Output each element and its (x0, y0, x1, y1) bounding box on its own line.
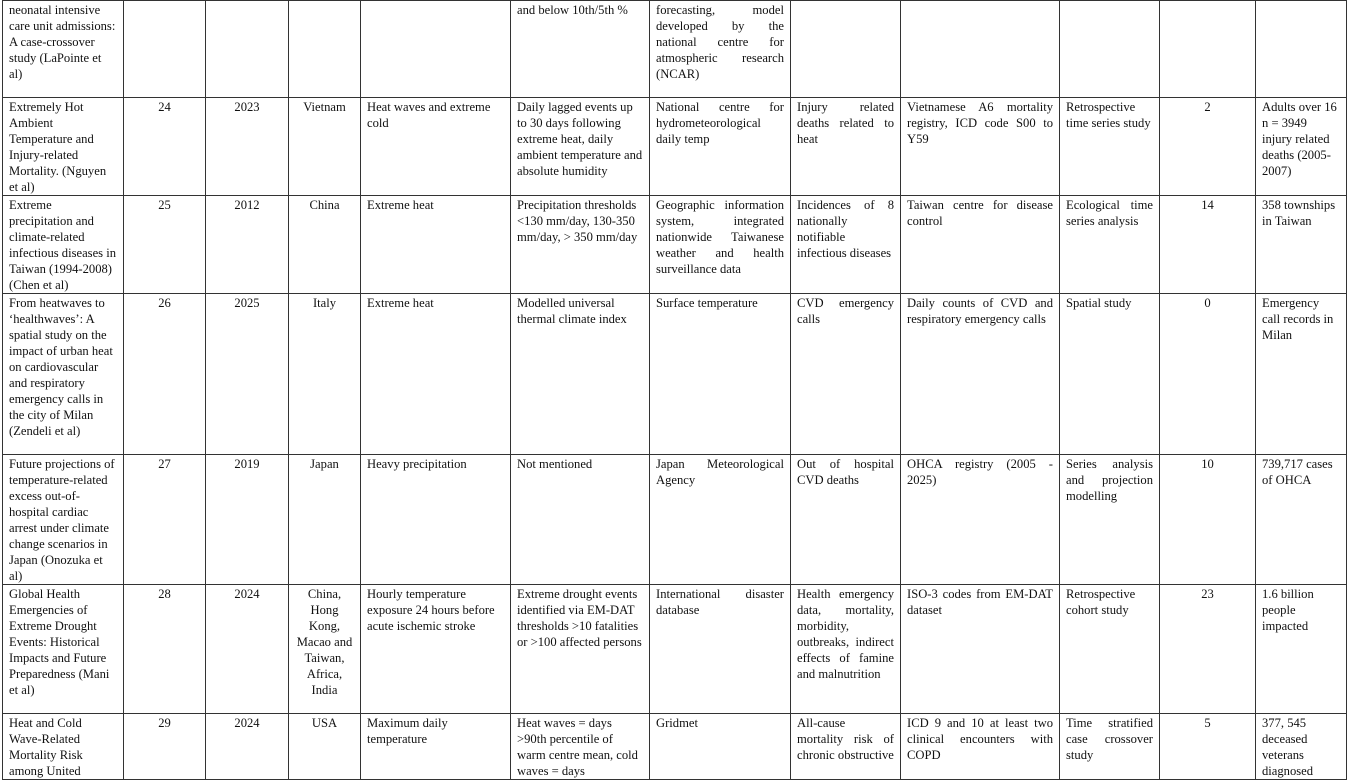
population-cell: 358 townships in Taiwan (1256, 196, 1347, 294)
exposure-cell: Heavy precipitation (361, 455, 511, 585)
country-cell: China (289, 196, 361, 294)
ref-number-cell: 24 (124, 98, 206, 196)
study-design-cell (1060, 1, 1160, 98)
outcome-source-cell: OHCA registry (2005 - 2025) (901, 455, 1060, 585)
covariates-cell: 5 (1160, 714, 1256, 780)
outcome-cell: Incidences of 8 nationally notifiable infectious diseases (791, 196, 901, 294)
covariates-cell (1160, 1, 1256, 98)
data-source-cell: Japan Meteorological Agency (650, 455, 791, 585)
covariates-cell: 23 (1160, 585, 1256, 714)
covariates-cell: 10 (1160, 455, 1256, 585)
study-title-cell: Extremely Hot Ambient Temperature and Injury-related Mortality. (Nguyen et al) (3, 98, 124, 196)
ref-number-cell: 26 (124, 294, 206, 455)
definition-cell: and below 10th/5th % (511, 1, 650, 98)
year-cell: 2023 (206, 98, 289, 196)
data-source-cell: National centre for hydrometeorological daily temp (650, 98, 791, 196)
definition-cell: Extreme drought events identified via EM-DAT thresholds >10 fatalities or >100 affected persons (511, 585, 650, 714)
data-source-cell: forecasting, model developed by the national centre for atmospheric research (NCAR) (650, 1, 791, 98)
outcome-source-cell: Taiwan centre for disease control (901, 196, 1060, 294)
year-cell: 2012 (206, 196, 289, 294)
ref-number-cell: 29 (124, 714, 206, 780)
study-title-cell: neonatal intensive care unit admissions: A case-crossover study (LaPointe et al) (3, 1, 124, 98)
country-cell (289, 1, 361, 98)
population-cell: 1.6 billion people impacted (1256, 585, 1347, 714)
study-title-cell: Global Health Emergencies of Extreme Drought Events: Historical Impacts and Future Preparedness (Mani et al) (3, 585, 124, 714)
country-cell: China, Hong Kong, Macao and Taiwan, Africa, India (289, 585, 361, 714)
covariates-cell: 14 (1160, 196, 1256, 294)
outcome-cell: Out of hospital CVD deaths (791, 455, 901, 585)
covariates-cell: 0 (1160, 294, 1256, 455)
outcome-cell (791, 1, 901, 98)
study-title-cell: Extreme precipitation and climate-related infectious diseases in Taiwan (1994-2008) (Chen et al) (3, 196, 124, 294)
country-cell: Japan (289, 455, 361, 585)
study-design-cell: Time stratified case crossover study (1060, 714, 1160, 780)
year-cell (206, 1, 289, 98)
year-cell: 2019 (206, 455, 289, 585)
ref-number-cell: 28 (124, 585, 206, 714)
ref-number-cell: 25 (124, 196, 206, 294)
year-cell: 2024 (206, 714, 289, 780)
ref-number-cell: 27 (124, 455, 206, 585)
table-row (3, 196, 1347, 294)
exposure-cell (361, 1, 511, 98)
country-cell: USA (289, 714, 361, 780)
covariates-cell: 2 (1160, 98, 1256, 196)
study-title-cell: Heat and Cold Wave-Related Mortality Risk among United (3, 714, 124, 780)
study-design-cell: Series analysis and projection modelling (1060, 455, 1160, 585)
data-source-cell: International disaster database (650, 585, 791, 714)
studies-table (2, 0, 1347, 780)
table-row (3, 714, 1347, 780)
exposure-cell: Hourly temperature exposure 24 hours before acute ischemic stroke (361, 585, 511, 714)
outcome-source-cell: Vietnamese A6 mortality registry, ICD code S00 to Y59 (901, 98, 1060, 196)
outcome-source-cell: Daily counts of CVD and respiratory emergency calls (901, 294, 1060, 455)
table-row (3, 294, 1347, 455)
population-cell: 739,717 cases of OHCA (1256, 455, 1347, 585)
table-row (3, 1, 1347, 98)
definition-cell: Daily lagged events up to 30 days following extreme heat, daily ambient temperature and absolute humidity (511, 98, 650, 196)
study-title-cell: Future projections of temperature-related excess out-of-hospital cardiac arrest under climate change scenarios in Japan (Onozuka et al) (3, 455, 124, 585)
study-design-cell: Spatial study (1060, 294, 1160, 455)
outcome-cell: Health emergency data, mortality, morbidity, outbreaks, indirect effects of famine and malnutrition (791, 585, 901, 714)
data-source-cell: Gridmet (650, 714, 791, 780)
table-row (3, 585, 1347, 714)
definition-cell: Heat waves = days >90th percentile of warm centre mean, cold waves = days (511, 714, 650, 780)
population-cell: 377, 545 deceased veterans diagnosed (1256, 714, 1347, 780)
outcome-cell: CVD emergency calls (791, 294, 901, 455)
outcome-source-cell: ISO-3 codes from EM-DAT dataset (901, 585, 1060, 714)
exposure-cell: Extreme heat (361, 196, 511, 294)
definition-cell: Not mentioned (511, 455, 650, 585)
study-title-cell: From heatwaves to ‘healthwaves’: A spatial study on the impact of urban heat on cardiovascular and respiratory emergency calls in the city of Milan (Zendeli et al) (3, 294, 124, 455)
exposure-cell: Extreme heat (361, 294, 511, 455)
table-row (3, 455, 1347, 585)
data-source-cell: Surface temperature (650, 294, 791, 455)
population-cell: Emergency call records in Milan (1256, 294, 1347, 455)
outcome-cell: Injury related deaths related to heat (791, 98, 901, 196)
exposure-cell: Maximum daily temperature (361, 714, 511, 780)
exposure-cell: Heat waves and extreme cold (361, 98, 511, 196)
outcome-cell: All-cause mortality risk of chronic obstructive (791, 714, 901, 780)
year-cell: 2025 (206, 294, 289, 455)
definition-cell: Modelled universal thermal climate index (511, 294, 650, 455)
outcome-source-cell: ICD 9 and 10 at least two clinical encounters with COPD (901, 714, 1060, 780)
study-design-cell: Ecological time series analysis (1060, 196, 1160, 294)
ref-number-cell (124, 1, 206, 98)
population-cell (1256, 1, 1347, 98)
study-design-cell: Retrospective time series study (1060, 98, 1160, 196)
population-cell: Adults over 16 n = 3949 injury related deaths (2005-2007) (1256, 98, 1347, 196)
data-source-cell: Geographic information system, integrated nationwide Taiwanese weather and health surveillance data (650, 196, 791, 294)
outcome-source-cell (901, 1, 1060, 98)
country-cell: Vietnam (289, 98, 361, 196)
table-row (3, 98, 1347, 196)
study-design-cell: Retrospective cohort study (1060, 585, 1160, 714)
definition-cell: Precipitation thresholds <130 mm/day, 130-350 mm/day, > 350 mm/day (511, 196, 650, 294)
country-cell: Italy (289, 294, 361, 455)
year-cell: 2024 (206, 585, 289, 714)
